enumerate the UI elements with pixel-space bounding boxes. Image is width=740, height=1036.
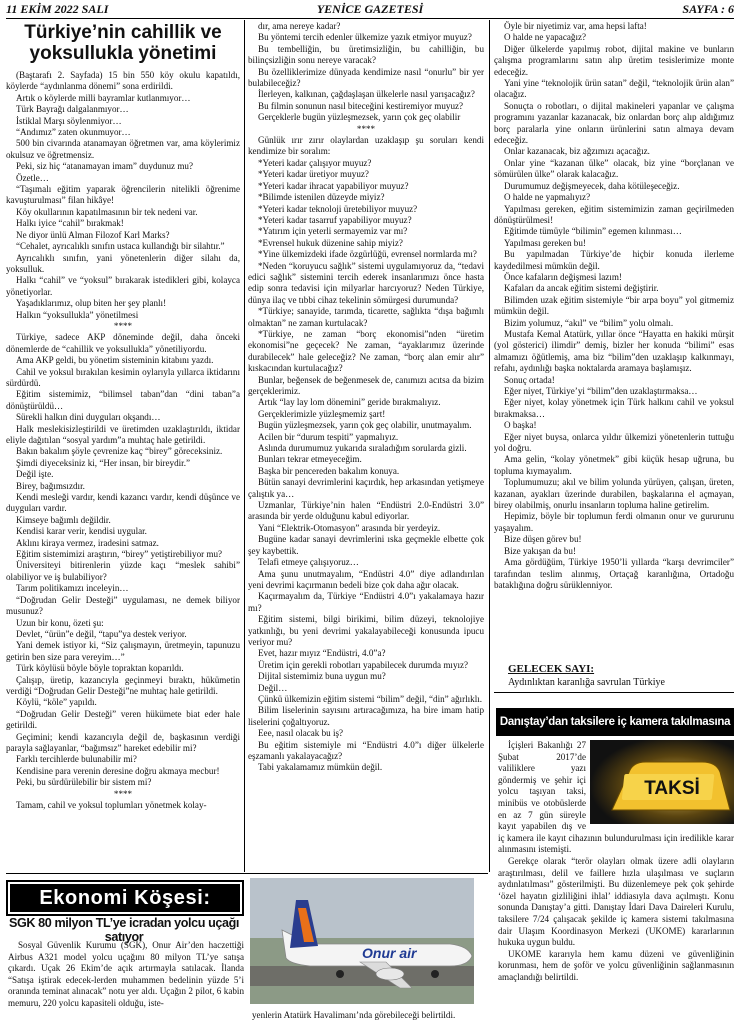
next-issue-label: GELECEK SAYI:	[508, 663, 595, 675]
paragraph: Şimdi diyeceksiniz ki, “Her insan, bir bireydir.”	[16, 457, 191, 468]
paragraph: Gerekçe olarak “terör olayları olmak üzere adli olayların araştırılması, delil ve faillere hızla ulaşılması ve suçların aydınlatılması” gösterilmişti. Bu düzenlemeye pek çok şehirde ‘özel hayatın gizliliğini ihlal’ iddiasıyla dava açılmıştı. Konu sonunda Danıştay’a gitti. Danıştay İdari Dava Daireleri Kurulu, taksilere 7/24 çalışacak şekilde iç kamera sistemi takılmasına dair Ulaşım Koordinasyon Merkezi (UKOME) kararlarının hukuka uygun buldu.	[498, 855, 734, 948]
paragraph: “Andımız” zaten okunmuyor…	[16, 127, 131, 138]
paragraph: Kendi mesleği vardır, kendi kazancı vardır, kendi düşünce ve duyguları vardır.	[6, 492, 240, 514]
paragraph: Köy okullarının kapatılmasının bir tek nedeni var.	[16, 206, 198, 217]
paragraph: Bize düşen görev bu!	[504, 534, 582, 545]
paragraph: Uzmanlar, Türkiye’nin halen “Endüstri 2.0-Endüstri 3.0” arasında bir yerde olduğunu kabul ediyorlar.	[248, 500, 484, 522]
danistay-headline: Danıştay’dan taksilere iç kamera takılmasına	[496, 708, 734, 736]
paragraph: Artık o köylerde milli bayramlar kutlanmıyor…	[16, 92, 191, 103]
paragraph: Dijital sistemimiz buna uygun mu?	[258, 671, 386, 682]
paragraph: “Cehalet, ayrıcalıklı sınıfın ustaca kullandığı bir silahtır.”	[16, 241, 225, 252]
paragraph: Cahil ve yoksul bırakılan kesimin oylarıyla yıllarca iktidarını sürdürdü.	[6, 366, 240, 388]
paragraph: Eğitim sistemi, bilgi birikimi, bilim düzeyi, teknolojiye yatkınlığı, bu yeni devrimi yakalayabileceği konusunda ipucu veriyor mu?	[248, 614, 484, 647]
paragraph: Geçimini; kendi kazancıyla değil de, başkasının verdiği parayla sağlayanlar, “bağımsız” hareket edebilir mi?	[6, 731, 240, 753]
paragraph: Aslında durumumuz yukarıda sıraladığım sorularda gizli.	[258, 443, 467, 454]
paragraph: Yaşadıklarımız, olup biten her şey planlı!	[16, 298, 167, 309]
paragraph: Tarım politikamızı inceleyin…	[16, 583, 129, 594]
paragraph: Tabi yakalamamız mümkün değil.	[258, 762, 383, 773]
paragraph: *Bilimde istenilen düzeyde miyiz?	[258, 192, 385, 203]
next-issue-rule	[494, 692, 734, 693]
paragraph: Kafaları da ancak eğitim sistemi değiştirir.	[504, 283, 659, 294]
paragraph: Eğer niyet, kolay yönetmek için Türk halkını cahil ve yoksul bırakmaksa…	[494, 397, 734, 419]
paragraph: Bunlar, beğensek de beğenmesek de, canımızı acıtsa da bizim gerçeklerimiz.	[248, 374, 484, 396]
paragraph: O halde ne yapmalıyız?	[504, 192, 591, 203]
article-headline: Türkiye’nin cahillik ve yoksullukla yönetimi	[24, 22, 222, 64]
paragraph: Bu eğitim sistemiyle mi “Endüstri 4.0”ı diğer ülkelerle eşzamanlı yakalayacağız?	[248, 739, 484, 761]
taxi-sign-text: TAKSİ	[644, 778, 700, 799]
paragraph: Önce kafaların değişmesi lazım!	[504, 271, 622, 282]
paragraph: “Taşımalı eğitim yaparak öğrencilerin nitelikli öğrenime kavuşturulması” filan hikâye!	[6, 184, 240, 206]
airplane-caption: yenlerin Atatürk Havalimanı’nda görebileceği belirtildi.	[252, 1010, 456, 1020]
paragraph: Ama gördüğüm, Türkiye 1950’li yıllarda “karşı devrimciler” tarafından teslim alınmış, Ortaçağ karanlığına, Ortadoğu bataklığına doğru sürüklenniyor.	[494, 557, 734, 590]
paragraph: Sürekli halkın dini duyguları okşandı…	[16, 412, 161, 423]
paragraph: Bütün sanayi devrimlerini kaçırdık, hep arkasından yetişmeye çalıştık ya…	[248, 477, 484, 499]
page-header	[6, 2, 734, 18]
header-rule	[6, 18, 734, 19]
paragraph: Halkı “cahil” ve “yoksul” bırakarak istedikleri gibi, kolayca yönetiyorlar.	[6, 275, 240, 297]
paragraph: Köylü, “köle” yapıldı.	[16, 697, 97, 708]
plane-logo-text: Onur air	[362, 945, 417, 961]
ekonomi-headline: SGK 80 milyon TL’ye icradan yolcu uçağı satıyor	[8, 916, 240, 944]
paragraph: *Yeteri kadar ihracat yapabiliyor muyuz?	[258, 180, 409, 191]
paragraph: Yapılması gereken bu!	[504, 237, 586, 248]
column-divider	[244, 20, 245, 872]
paragraph: Bilimden uzak eğitim sistemiyle “bir arpa boyu” yol gitmemiz mümkün değil.	[494, 294, 734, 317]
paragraph: Eğer niyet, Türkiye’yi “bilim”den uzaklaştırmaksa…	[504, 386, 698, 396]
paragraph: Bugün yüzleşmezsek, yarın çok geç olabilir, unutmayalım.	[258, 420, 472, 431]
paragraph: *Yeteri kadar tasarruf yapabiliyor muyuz?	[258, 214, 412, 225]
paragraph: Onlar kazanacak, biz ağzımızı açacağız.	[504, 146, 650, 157]
paragraph: “Doğrudan Gelir Desteği” veren hükümete biat eder hale getirildi.	[6, 708, 240, 731]
paragraph: Telafi etmeye çalışıyoruz…	[258, 557, 359, 568]
paragraph: Eğitim sistemimizi araştırın, “birey” yetiştirebiliyor mu?	[16, 549, 223, 560]
paragraph: İstiklal Marşı söylenmiyor…	[16, 115, 122, 126]
paragraph: Bizim yolumuz, “akıl” ve “bilim” yolu olmalı.	[504, 317, 674, 328]
paragraph: Ama gelin, “kolay yönetmek” gibi küçük hesap uğruna, bu topluma kıymayalım.	[494, 454, 734, 476]
paragraph: “Doğrudan Gelir Desteği” uygulaması, ne demek biliyor musunuz?	[6, 594, 240, 617]
paragraph: *Türkiye, ne zaman “borç ekonomisi”nden “üretim ekonomisi”ne geçecek? Ne zaman, “ayaklarımız üzerinde durabilecek” hale geleceğiz? Ne zaman, “borç alan emir alır” kıskacından kurtulacağız?	[248, 328, 484, 374]
paragraph: Halkın “yoksullukla” yönetilmesi	[16, 309, 139, 320]
paragraph: ****	[356, 123, 376, 134]
paragraph: Bu yöntemi tercih edenler ülkemize yazık etmiyor muyuz?	[258, 32, 472, 43]
paragraph: Birey, bağımsızdır.	[16, 480, 85, 491]
paragraph: Gerçeklerimizle yüzleşmemiz şart!	[258, 408, 386, 419]
paragraph: Yani “Elektrik-Otomasyon” arasında bir yerdeyiz.	[258, 522, 441, 533]
airplane-photo	[250, 878, 474, 1004]
paragraph: Bize yakışan da bu!	[504, 545, 576, 556]
paragraph: Sonuç ortada!	[504, 374, 555, 385]
paragraph: Hepimiz, böyle bir toplumun ferdi olmanın onur ve gururunu yaşayalım.	[494, 511, 734, 533]
paragraph: Değil işte.	[16, 469, 54, 480]
ekonomi-banner	[6, 880, 244, 916]
paragraph: Bu yapılmadan Türkiye’de hiçbir konuda ilerleme kaydedilmesi mümkün değil.	[494, 249, 734, 271]
paragraph: (Baştarafı 2. Sayfada) 15 bin 550 köy okulu kapatıldı, köylerde “aydınlanma dönemi” sona erdirildi.	[6, 70, 240, 92]
paragraph: Artık “lay lay lom dönemini” geride bırakmalıyız.	[258, 397, 441, 408]
paragraph: O halde ne yapacağız?	[504, 32, 587, 43]
paragraph: Devlet, “ürün”e değil, “tapu”ya destek veriyor.	[16, 628, 187, 639]
paragraph: İçişleri Bakanlığı 27 Şubat 2017’de valiliklere yazı göndermiş ve şehir içi yolcu taşıyan taksi, minibüs ve otobüslerde en az 7 gün süreyle kayıt yapabilen dış ve iç kamera ile kayıt cihazının bulundurulması için iredilikle karar alınmasını istemişti.	[498, 740, 734, 855]
paragraph: Mustafa Kemal Atatürk, yıllar önce “Hayatta en hakiki mürşit (yol gösterici) ilimdir” demiş, bizler her konuda “bilimi” esas almamızı öğütlemiş, ama biz “bilim”den uzaklaşıp kalkınmayı, refahı, aydınlığı başka noktalarda aramaya başlamışız.	[494, 328, 734, 374]
paragraph: Ama AKP geldi, bu yönetim sisteminin kitabını yazdı.	[16, 355, 214, 366]
paragraph: *Yatırım için yeterli sermayemiz var mı?	[258, 226, 408, 237]
paragraph: Sonuçta o robotları, o dijital makineleri yapanlar ve çalışma programını yazanlar kazanacak, biz onlardan borç alıp aldığımız borç paralarla yine onların ürünlerini satın almaya devam edeceğiz.	[494, 100, 734, 146]
bottom-section-rule	[6, 873, 488, 874]
article-column-1	[6, 70, 240, 870]
paragraph: Bilim liselerinin sayısını artıracağımıza, ha bire imam hatip liselerini çoğaltıyoruz.	[248, 705, 484, 727]
page-number: SAYFA : 6	[682, 2, 734, 16]
paragraph: Ayrıcalıklı sınıfın, yani yönetenlerin diğer silahı da, yoksulluk.	[6, 252, 240, 274]
paragraph: *Yeteri kadar çalışıyor muyuz?	[258, 157, 372, 168]
paragraph: Üretim için gerekli robotları yapabilecek durumda mıyız?	[258, 659, 469, 670]
paragraph: Öyle bir niyetimiz var, ama hepsi lafta!	[504, 21, 647, 31]
paragraph: Üniversiteyi bitirenlerin yüzde kaçı “meslek sahibi” olabiliyor ve iş bulabiliyor?	[6, 560, 240, 582]
paragraph: Halkı iyice “cahil” bırakmak!	[16, 218, 124, 229]
newspaper-name: YENİCE GAZETESİ	[316, 2, 424, 16]
paragraph: Kendisi karar verir, kendisi uygular.	[16, 526, 147, 537]
paragraph: Bunları tekrar etmeyeceğim.	[258, 454, 362, 465]
paragraph: ****	[113, 788, 133, 799]
paragraph: Türk köylüsü böyle böyle topraktan koparıldı.	[16, 663, 184, 674]
paragraph: Ama şunu unutmayalım, “Endüstri 4.0” diye adlandırılan yeni devrimi kaçırmanın bedeli bize çok daha ağır olacak.	[248, 568, 484, 590]
paragraph: *Neden “koruyucu sağlık” sistemi uygulamıyoruz da, “tedavi edici sağlık” sistemini tercih ederek insanlarımızı önce hasta edip sonra tedavisi için milyarlar harcıyoruz? Neden Türkiye, dünya ilaç ve tıbbi cihaz tekelinin sömürgesi durumunda?	[248, 260, 484, 305]
paragraph: *Türkiye; sanayide, tarımda, ticarette, sağlıkta “dışa bağımlı olmaktan” ne zaman kurtulacak?	[248, 306, 484, 328]
paragraph: Çünkü ülkemizin eğitim sistemi “bilim” değil, “din” ağırlıklı.	[258, 693, 483, 704]
paragraph: Peki, siz hiç “atanamayan imam” duydunuz mu?	[16, 161, 194, 172]
paragraph: Eğer niyet buysa, onlarca yıldır ülkemizi yönetenlerin tuttuğu yol doğru.	[494, 431, 734, 454]
paragraph: Kendisine para verenin deresine doğru akmaya mecbur!	[16, 765, 220, 776]
paragraph: Aklını kiraya vermez, iradesini satmaz.	[16, 537, 159, 548]
paragraph: Bu filmin sonunun nasıl biteceğini kestiremiyor muyuz?	[258, 100, 464, 111]
paragraph: Başka bir pencereden bakalım konuya.	[258, 465, 400, 476]
column-divider	[489, 20, 490, 872]
paragraph: Bu özelliklerimize dünyada kendimize nasıl “onurlu” bir yer bulabileceğiz?	[248, 66, 484, 89]
paragraph: *Yeteri kadar üretiyor muyuz?	[258, 169, 369, 180]
paragraph: Değil…	[258, 682, 288, 693]
paragraph: 500 bin civarında atanamayan öğretmen var, ama köylerimiz okulsuz ve öğretmensiz.	[6, 138, 240, 160]
paragraph: Ne diyor ünlü Alman Filozof Karl Marks?	[16, 229, 170, 240]
paragraph: Kaçırmayalım da, Türkiye “Endüstri 4.0”ı yakalamaya hazır mı?	[248, 591, 484, 613]
paragraph: Halk meslekisizleştirildi ve üretimden uzaklaştırıldı, iktidar eliyle dağıtılan “sosyal yardım”a muhtaç hale getirildi.	[6, 423, 240, 445]
paragraph: Bugüne kadar sanayi devrimlerini ıska geçmekle elbette çok şey kaybettik.	[248, 534, 484, 556]
paragraph: Uzun bir konu, özeti şu:	[16, 617, 104, 628]
paragraph: İlerleyen, kalkınan, çağdaşlaşan ülkelerle nasıl yarışacağız?	[258, 89, 475, 100]
paragraph: Toplumumuzu; akıl ve bilim yolunda yürüyen, çalışan, üreten, kazanan, ayakları üzerinde durabilen, başkalarına el açmayan, birey olabilmiş, onurlu insanların topluma haline getirelim.	[494, 477, 734, 511]
paragraph: Acilen bir “durum tespiti” yapmalıyız.	[258, 431, 399, 442]
paragraph: Türk Bayrağı dalgalanmıyor…	[16, 104, 129, 115]
paragraph: Evet, hazır mıyız “Endüstri, 4.0”a?	[258, 648, 386, 659]
paragraph: Tamam, cahil ve yoksul toplumları yönetmek kolay-	[16, 800, 207, 810]
article-column-2	[248, 21, 484, 871]
paragraph: Yani demek istiyor ki, “Siz çalışmayın, üretmeyin, tapunuzu getirin ben size para vereyim…”	[6, 640, 240, 662]
paragraph: Gerçeklerle bugün yüzleşmezsek, yarın çok geç olabilir	[258, 112, 461, 123]
paragraph: Eğitim sistemimiz, “bilimsel taban”dan “dini taban”a dönüştürüldü…	[6, 389, 240, 411]
paragraph: UKOME kararıyla hem kamu düzeni ve güvenliğinin korunması, hem de şoför ve yolcu güvenliğinin sağlanmasının amaçlandığı belirtildi.	[498, 948, 734, 982]
paragraph: Çalışıp, üretip, kazancıyla geçinmeyi bıraktı, hükümetin verdiği “Doğrudan Gelir Desteği”ne muhtaç hale getirildi.	[6, 674, 240, 696]
paragraph: dır, ama nereye kadar?	[258, 21, 341, 31]
paragraph: *Yine ülkemizdeki ifade özgürlüğü, evrensel normlarda mı?	[258, 249, 477, 260]
paragraph: Eğitimde tümüyle “bilimin” egemen kılınması…	[504, 226, 682, 237]
paragraph: Yapılması gereken, eğitim sistemimizin zaman geçirilmeden dönüştürülmesi!	[494, 203, 734, 225]
paragraph: ****	[113, 320, 133, 331]
paragraph: Peki, bu sürdürülebilir bir sistem mi?	[16, 777, 152, 788]
paragraph: Günlük ırır zırır olaylardan uzaklaşıp şu soruları kendi kendimize bir soralım:	[248, 135, 484, 157]
paragraph: Özetle…	[16, 172, 49, 183]
paragraph: Yani yine “teknolojik ürün satan” değil, “teknolojik ürün alan” olacağız.	[494, 78, 734, 100]
paragraph: Kimseye bağımlı değildir.	[16, 514, 111, 525]
paragraph: Bu tembelliğin, bu üretimsizliğin, bu cahilliğin, bu bilinçsizliğin sonu nereye varacak?	[248, 43, 484, 66]
paragraph: Türkiye, sadece AKP döneminde değil, daha önceki dönemlerde de “cahillik ve yoksullukla” yönetiliyordu.	[6, 332, 240, 354]
article-column-3	[494, 21, 734, 661]
ekonomi-body: Sosyal Güvenlik Kurumu (SGK), Onur Air’den haczettiği Airbus A321 model yolcu uçağını 80 milyon TL’ye satışa çıkardı. Uçak 26 Ekim’de açık artırmayla satılacak. İlanda “Satışa iştirak edecek-lerden muhammen bedelinin yüzde 5’i oranında teminat alınacak” notu yer aldı. Uçağın 2 pilot, 6 kabin memuru, 220 yolcu kapasiteli olduğu, iste-	[8, 940, 244, 1008]
danistay-article	[498, 740, 734, 1030]
paragraph: Onlar yine “kazanan ülke” olacak, biz yine “borçlanan ve sömürülen ülke” olarak kalacağız.	[494, 157, 734, 180]
next-issue-title: Aydınlıktan karanlığa savrulan Türkiye	[508, 677, 665, 688]
paragraph: Eee, nasıl olacak bu iş?	[258, 728, 344, 739]
paragraph: Durumumuz değişmeyecek, daha kötüleşeceğiz.	[504, 180, 680, 191]
paragraph: O başka!	[504, 420, 537, 431]
paragraph: Farklı tercihlerde bulunabilir mi?	[16, 754, 137, 765]
paragraph: Diğer ülkelerde yapılmış robot, dijital makine ve bunların çalışma programlarını satın alıp üretim tesislerimize monte edeceğiz.	[494, 43, 734, 77]
paragraph: *Evrensel hukuk düzenine sahip miyiz?	[258, 237, 403, 248]
paragraph: *Yeteri kadar teknoloji üretebiliyor muyuz?	[258, 203, 418, 214]
issue-date: 11 EKİM 2022 SALI	[6, 2, 109, 16]
paragraph: Bakın bakalım şöyle çevrenize kaç “birey” göreceksiniz.	[16, 446, 223, 457]
ekonomi-section-title: Ekonomi Köşesi:	[39, 887, 211, 909]
photo-float-spacer	[586, 740, 734, 828]
